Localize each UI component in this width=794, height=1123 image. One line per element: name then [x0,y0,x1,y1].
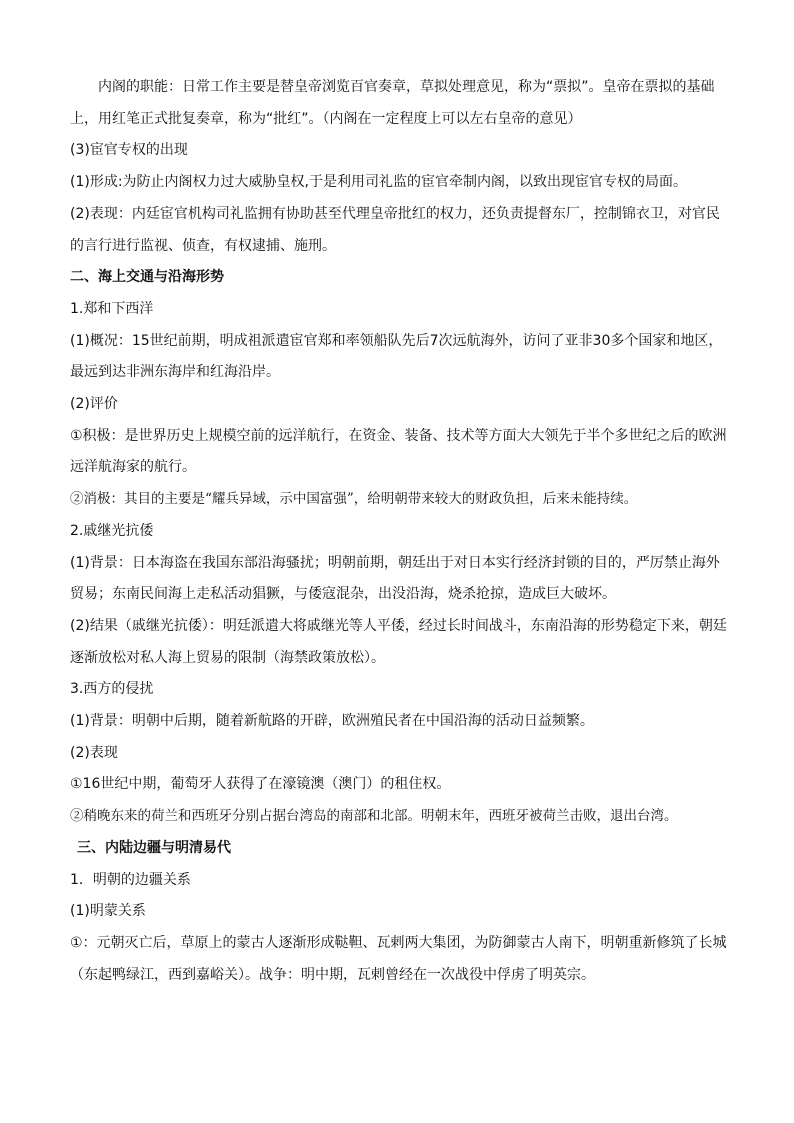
paragraph-eunuch-formation: (1)形成:为防止内阁权力过大威胁皇权,于是利用司礼监的宦官牵制内阁，以致出现宦官专权的局面。 [70,174,687,191]
paragraph-zheng-he-overview: (1)概况：15世纪前期，明成祖派遣宦官郑和率领船队先后7次远航海外，访问了亚非30多个国家和地区，最远到达非洲东海岸和红海沿岸。 [70,332,723,381]
paragraph-qi-result: (2)结果（戚继光抗倭）：明廷派遣大将戚继光等人平倭，经过长时间战斗，东南沿海的形势稳定下来，朝廷逐渐放松对私人海上贸易的限制（海禁政策放松）。 [70,617,727,666]
paragraph-qi-background: (1)背景：日本海盗在我国东部沿海骚扰；明朝前期，朝廷出于对日本实行经济封锁的目的，严厉禁止海外贸易；东南民间海上走私活动猖獗，与倭寇混杂，出没沿海，烧杀抢掠，造成巨大破坏。 [70,554,720,603]
paragraph-taiwan-dutch-spanish: ②稍晚东来的荷兰和西班牙分别占据台湾岛的南部和北部。明朝末年，西班牙被荷兰击败，退出台湾。 [70,808,678,825]
paragraph-ming-mongol-detail: ①：元朝灭亡后，草原上的蒙古人逐渐形成鞑靼、瓦剌两大集团，为防御蒙古人南下，明朝重新修筑了长城（东起鸭绿江，西到嘉峪关）。战争：明中期，瓦剌曾经在一次战役中俘虏了明英宗。 [70,934,727,983]
subheading-western-intrusion: 3.西方的侵扰 [70,681,154,698]
document-body [70,72,730,991]
paragraph-positive: ①积极：是世界历史上规模空前的远洋航行，在资金、装备、技术等方面大大领先于半个多世纪之后的欧洲远洋航海家的航行。 [70,427,727,476]
paragraph-eunuch-manifestation: (2)表现：内廷宦官机构司礼监拥有协助甚至代理皇帝批红的权力，还负责提督东厂，控制锦衣卫，对官民的言行进行监视、侦查，有权逮捕、施刑。 [70,205,720,254]
section-heading-frontier: 三、内陆边疆与明清易代 [77,839,231,856]
paragraph-negative: ②消极：其目的主要是“耀兵异域，示中国富强”，给明朝带来较大的财政负担，后来未能持续。 [70,491,638,508]
paragraph-western-background: (1)背景：明朝中后期，随着新航路的开辟，欧洲殖民者在中国沿海的活动日益频繁。 [70,713,594,730]
subheading-zheng-he: 1.郑和下西洋 [70,300,154,317]
paragraph-western-manifestation-heading: (2)表现 [70,744,118,761]
paragraph-evaluation-heading: (2)评价 [70,396,118,413]
section-heading-maritime: 二、海上交通与沿海形势 [70,269,224,286]
paragraph-eunuch-heading: (3)宦官专权的出现 [70,142,188,159]
paragraph-ming-mongol-heading: (1)明蒙关系 [70,903,146,920]
paragraph-cabinet-functions: 内阁的职能：日常工作主要是替皇帝浏览百官奏章，草拟处理意见，称为“票拟”。皇帝在票拟的基础上，用红笔正式批复奏章，称为“批红”。（内阁在一定程度上可以左右皇帝的意见） [70,79,715,127]
subheading-qi-jiguang: 2.戚继光抗倭 [70,522,154,539]
subheading-ming-frontier: 1．明朝的边疆关系 [70,871,191,888]
paragraph-portugal-macau: ①16世纪中期，葡萄牙人获得了在濠镜澳（澳门）的租住权。 [70,776,451,793]
